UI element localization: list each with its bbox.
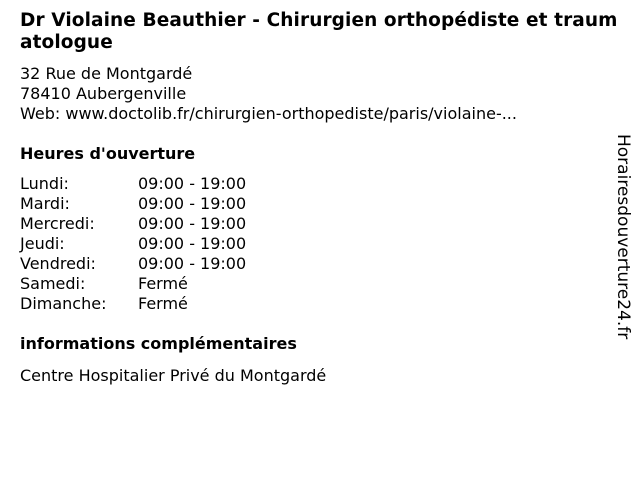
hours-day: Dimanche: [20, 294, 107, 313]
hours-row-lundi [20, 174, 246, 194]
address-city: 78410 Aubergenville [20, 84, 187, 103]
hours-time: Fermé [138, 294, 188, 313]
hours-row-dimanche [20, 294, 246, 314]
additional-info-heading: informations complémentaires [20, 334, 297, 353]
hours-row-vendredi [20, 254, 246, 274]
hours-time: 09:00 - 19:00 [138, 194, 247, 213]
address-street: 32 Rue de Montgardé [20, 64, 193, 83]
hours-time: 09:00 - 19:00 [138, 174, 247, 193]
hours-day: Mercredi: [20, 214, 95, 233]
hours-row-jeudi [20, 234, 246, 254]
hours-time: 09:00 - 19:00 [138, 234, 247, 253]
hours-day: Samedi: [20, 274, 86, 293]
additional-info-text: Centre Hospitalier Privé du Montgardé [20, 366, 327, 385]
hours-day: Jeudi: [20, 234, 65, 253]
hours-row-mardi [20, 194, 246, 214]
site-watermark: Horairesdouverture24.fr [613, 134, 633, 340]
address-block [20, 64, 517, 124]
hours-time: 09:00 - 19:00 [138, 214, 247, 233]
website-text: Web: www.doctolib.fr/chirurgien-orthopediste/paris/violaine-... [20, 104, 517, 123]
opening-hours-heading: Heures d'ouverture [20, 144, 196, 163]
opening-hours-table [20, 174, 246, 314]
hours-day: Mardi: [20, 194, 70, 213]
page-title: Dr Violaine Beauthier - Chirurgien orthopédiste et traumatologue [20, 10, 618, 53]
hours-time: Fermé [138, 274, 188, 293]
hours-row-mercredi [20, 214, 246, 234]
hours-day: Lundi: [20, 174, 69, 193]
hours-row-samedi [20, 274, 246, 294]
hours-time: 09:00 - 19:00 [138, 254, 247, 273]
hours-day: Vendredi: [20, 254, 96, 273]
